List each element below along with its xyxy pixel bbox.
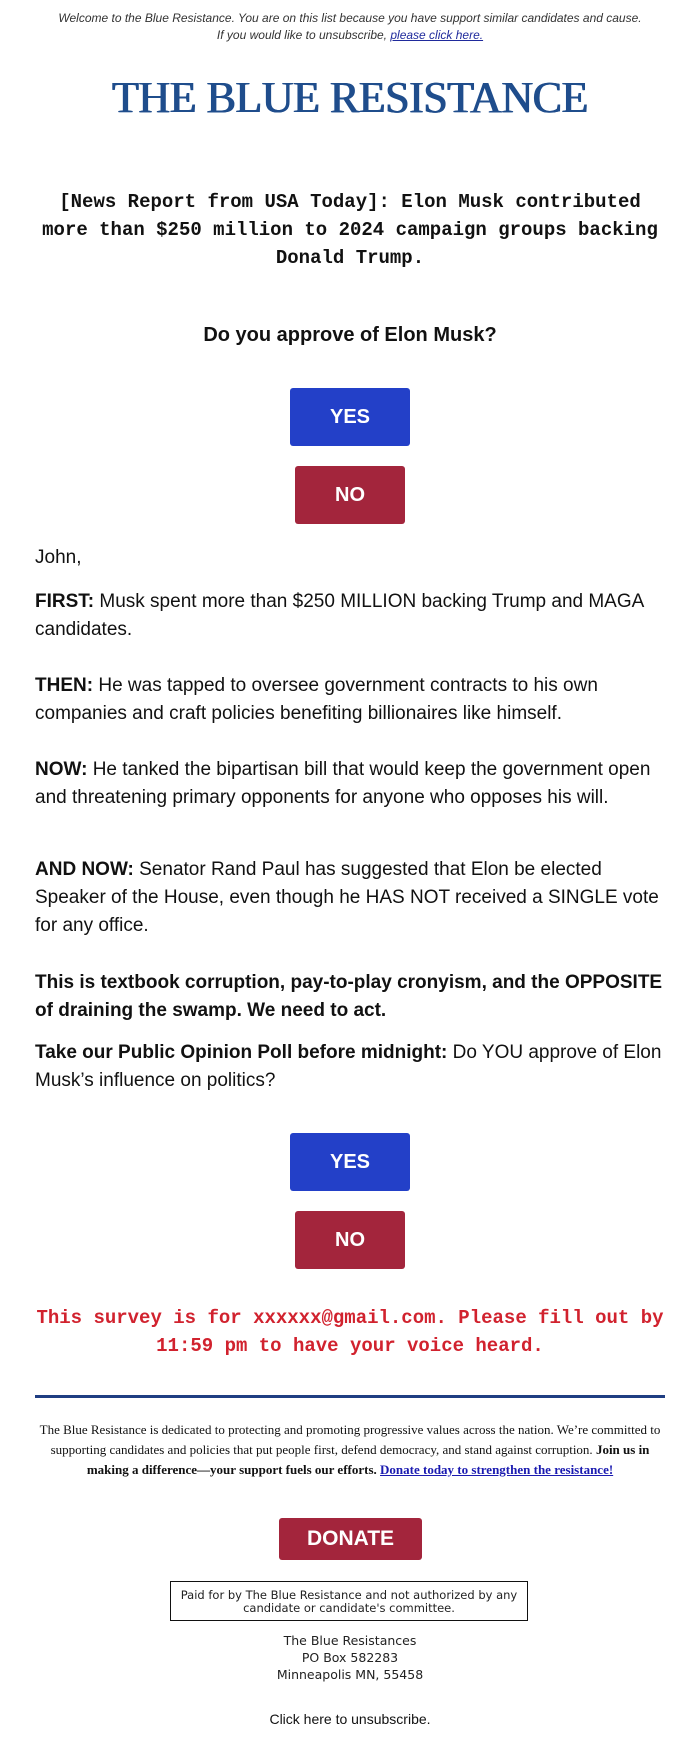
paid-for-disclaimer: Paid for by The Blue Resistance and not authorized by any candidate or candidate's committee. <box>170 1581 528 1621</box>
news-headline: [News Report from USA Today]: Elon Musk contributed more than $250 million to 2024 campaign groups backing Donald Trump. <box>42 191 658 269</box>
survey-notice: This survey is for xxxxxx@gmail.com. Please fill out by 11:59 pm to have your voice heard. <box>36 1307 664 1357</box>
paragraph-label: NOW: <box>35 759 88 780</box>
paragraph-text: Musk spent more than $250 MILLION backing Trump and MAGA candidates. <box>35 591 644 640</box>
paragraph-text: He tanked the bipartisan bill that would keep the government open and threatening primary opponents for anyone who opposes his will. <box>35 759 651 808</box>
donate-link[interactable]: Donate today to strengthen the resistance! <box>380 1462 614 1477</box>
paragraph-label: AND NOW: <box>35 859 134 880</box>
address-line: Minneapolis MN, 55458 <box>276 1667 424 1682</box>
footer-about-text: The Blue Resistance is dedicated to protecting and promoting progressive values across the nation. We’re committed to supporting candidates and policies that put people first, defend democracy, and stand against corruption. <box>39 1422 661 1457</box>
paragraph-then <box>35 672 665 728</box>
paragraph-text: He was tapped to oversee government contracts to his own companies and craft policies benefiting billionaires like himself. <box>35 675 598 724</box>
unsubscribe-link-bottom[interactable]: Click here to unsubscribe. <box>269 1711 431 1727</box>
paragraph-label: Take our Public Opinion Poll before midnight: <box>35 1042 448 1063</box>
footer-about <box>35 1420 665 1480</box>
paragraph-text: Senator Rand Paul has suggested that Elon be elected Speaker of the House, even though he HAS NOT received a SINGLE vote for any office. <box>35 859 659 936</box>
address-line: The Blue Resistances <box>283 1633 417 1648</box>
preheader <box>55 10 645 44</box>
paragraph-and-now <box>35 856 665 940</box>
paragraph-first <box>35 588 665 644</box>
paragraph-label: FIRST: <box>35 591 95 612</box>
greeting: John, <box>35 547 82 568</box>
donate-button[interactable]: DONATE <box>279 1518 422 1560</box>
paragraph-text: Do YOU approve of Elon Musk’s influence on politics? <box>35 1042 662 1091</box>
no-button-bottom[interactable]: NO <box>295 1211 405 1269</box>
paragraph-now <box>35 756 665 812</box>
no-button-top[interactable]: NO <box>295 466 405 524</box>
brand-logo-text: THE BLUE RESISTANCE <box>112 73 588 122</box>
poll-question: Do you approve of Elon Musk? <box>203 324 497 346</box>
divider <box>35 1395 665 1398</box>
paragraph-corruption: This is textbook corruption, pay-to-play cronyism, and the OPPOSITE of draining the swamp. We need to act. <box>35 972 663 1021</box>
yes-button-top[interactable]: YES <box>290 388 410 446</box>
yes-button-bottom[interactable]: YES <box>290 1133 410 1191</box>
paragraph-label: THEN: <box>35 675 94 696</box>
preheader-text: Welcome to the Blue Resistance. You are on this list because you have support similar candidates and cause. If you would like to unsubscribe, <box>58 11 642 42</box>
mailing-address <box>0 1632 700 1683</box>
paragraph-poll-call <box>35 1039 665 1095</box>
unsubscribe-link-top[interactable]: please click here. <box>390 28 484 42</box>
address-line: PO Box 582283 <box>301 1650 399 1665</box>
footer-join-text: Join us in making a difference—your support fuels our efforts. <box>86 1442 650 1477</box>
